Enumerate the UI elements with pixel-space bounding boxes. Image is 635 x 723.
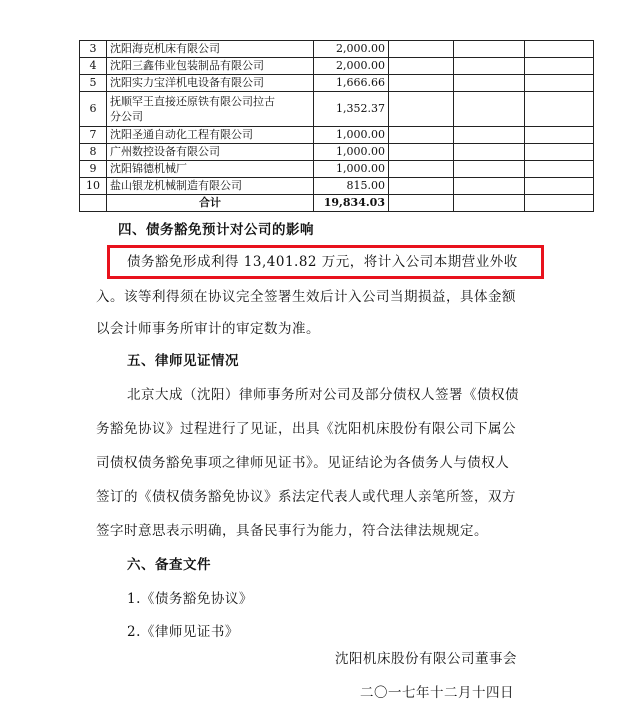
section5-heading: 五、律师见证情况 bbox=[127, 353, 239, 369]
table-row: 10 盐山银龙机械制造有限公司 815.00 bbox=[80, 178, 594, 195]
section5-line3: 司债权债务豁免事项之律师见证书》。见证结论为各债务人与债权人 bbox=[96, 455, 510, 471]
table-row: 8 广州数控设备有限公司 1,000.00 bbox=[80, 144, 594, 161]
footer-org: 沈阳机床股份有限公司董事会 bbox=[335, 651, 517, 667]
table-row: 6 抚顺罕王直接还原铁有限公司拉古 分公司 1,352.37 bbox=[80, 92, 594, 127]
section4-line2: 入。该等利得须在协议完全签署生效后计入公司当期损益，具体金额 bbox=[96, 289, 516, 305]
section6-item2: 2.《律师见证书》 bbox=[127, 624, 239, 640]
section6-item1: 1.《债务豁免协议》 bbox=[127, 591, 253, 607]
table-row: 9 沈阳锦德机械厂 1,000.00 bbox=[80, 161, 594, 178]
debt-table bbox=[79, 40, 594, 212]
total-amount: 19,834.03 bbox=[314, 195, 389, 212]
section5-line5: 签字时意思表示明确，具备民事行为能力，符合法律法规规定。 bbox=[96, 523, 488, 539]
section4-line1: 债务豁免形成利得 13,401.82 万元，将计入公司本期营业外收 bbox=[127, 254, 518, 270]
footer-date: 二〇一七年十二月十四日 bbox=[360, 685, 514, 701]
table-row: 7 沈阳圣通自动化工程有限公司 1,000.00 bbox=[80, 127, 594, 144]
table-row: 4 沈阳三鑫伟业包装制品有限公司 2,000.00 bbox=[80, 58, 594, 75]
section6-heading: 六、备查文件 bbox=[127, 557, 211, 573]
section5-line2: 务豁免协议》过程进行了见证，出具《沈阳机床股份有限公司下属公 bbox=[96, 421, 516, 437]
section4-heading: 四、债务豁免预计对公司的影响 bbox=[118, 222, 314, 238]
table-row: 3 沈阳海克机床有限公司 2,000.00 bbox=[80, 41, 594, 58]
section4-line3: 以会计师事务所审计的审定数为准。 bbox=[96, 321, 320, 337]
table-total-row bbox=[80, 195, 594, 212]
total-label: 合计 bbox=[107, 195, 314, 212]
section5-line1: 北京大成（沈阳）律师事务所对公司及部分债权人签署《债权债 bbox=[127, 387, 519, 403]
table-row: 5 沈阳实力宝洋机电设备有限公司 1,666.66 bbox=[80, 75, 594, 92]
section5-line4: 签订的《债权债务豁免协议》系法定代表人或代理人亲笔所签，双方 bbox=[96, 489, 516, 505]
